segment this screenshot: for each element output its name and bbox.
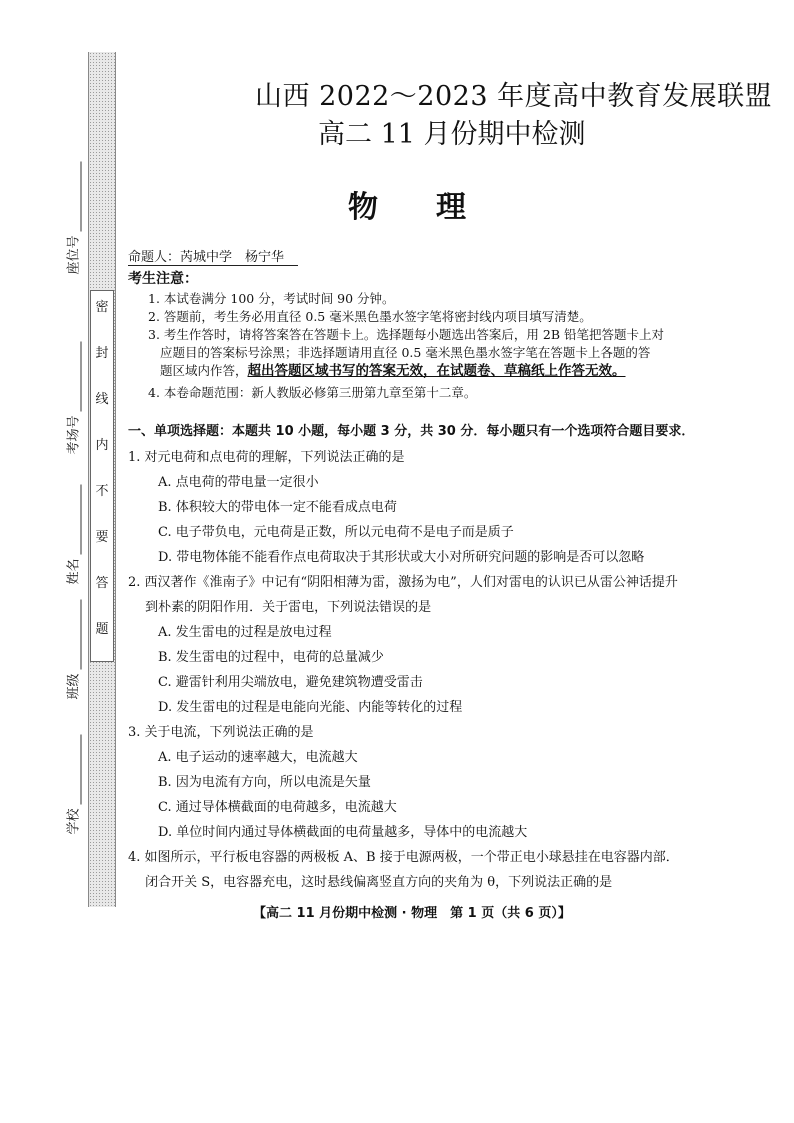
question-option: B. 发生雷电的过程中，电荷的总量减少 xyxy=(158,650,384,665)
exam-title-line2: 高二 11 月份期中检测 xyxy=(318,119,586,150)
question-stem: 闭合开关 S，电容器充电，这时悬线偏离竖直方向的夹角为 θ，下列说法正确的是 xyxy=(128,875,613,890)
seal-char: 不 xyxy=(95,484,109,499)
question-stem: 2. 西汉著作《淮南子》中记有“阴阳相薄为雷，激扬为电”，人们对雷电的认识已从雷公神话提升 xyxy=(128,575,678,590)
exam-title-line1: 山西 2022～2023 年度高中教育发展联盟 xyxy=(255,81,773,112)
notice-item: 2. 答题前，考生务必用直径 0.5 毫米黑色墨水签字笔将密封线内项目填写清楚。 xyxy=(148,309,592,324)
question-stem: 4. 如图所示，平行板电容器的两极板 A、B 接于电源两极，一个带正电小球悬挂在电容器内部． xyxy=(128,850,679,865)
question-option: D. 单位时间内通过导体横截面的电荷量越多，导体中的电流越大 xyxy=(158,825,528,840)
question-option: C. 避雷针利用尖端放电，避免建筑物遭受雷击 xyxy=(158,675,423,690)
notice-item-with-emphasis xyxy=(160,362,626,380)
seal-char: 密 xyxy=(95,300,109,315)
question-option: D. 带电物体能不能看作点电荷取决于其形状或大小对所研究问题的影响是否可以忽略 xyxy=(158,550,645,565)
notice-emphasis: 超出答题区域书写的答案无效，在试题卷、草稿纸上作答无效。 xyxy=(247,363,626,379)
seal-char: 内 xyxy=(95,438,109,453)
author-line: 命题人：芮城中学 杨宁华 xyxy=(128,246,298,266)
field-class[interactable] xyxy=(63,600,82,700)
subject-title: 物理 xyxy=(348,190,524,225)
question-option: C. 电子带负电，元电荷是正数，所以元电荷不是电子而是质子 xyxy=(158,525,514,540)
notice-item: 3. 考生作答时，请将答案答在答题卡上。选择题每小题选出答案后，用 2B 铅笔把答题卡上对 xyxy=(148,327,664,342)
section-heading: 一、单项选择题：本题共 10 小题，每小题 3 分，共 30 分．每小题只有一个选项符合题目要求． xyxy=(128,424,695,439)
seal-char: 封 xyxy=(95,346,109,361)
question-stem: 1. 对元电荷和点电荷的理解，下列说法正确的是 xyxy=(128,450,405,465)
field-label: 姓名 xyxy=(66,558,82,585)
question-stem: 3. 关于电流，下列说法正确的是 xyxy=(128,725,314,740)
seal-char: 答 xyxy=(95,576,109,591)
notice-item: 应题目的答案标号涂黑；非选择题请用直径 0.5 毫米黑色墨水签字笔在答题卡上各题的答 xyxy=(160,345,651,360)
seal-char: 要 xyxy=(95,530,109,545)
page-footer: 【高二 11 月份期中检测 · 物理 第 1 页（共 6 页）】 xyxy=(253,906,571,921)
field-label: 班级 xyxy=(66,673,82,700)
notice-item: 1. 本试卷满分 100 分，考试时间 90 分钟。 xyxy=(148,291,395,306)
seal-char: 题 xyxy=(95,622,109,637)
field-label: 座位号 xyxy=(66,235,82,275)
question-option: D. 发生雷电的过程是电能向光能、内能等转化的过程 xyxy=(158,700,463,715)
field-name[interactable] xyxy=(63,485,82,585)
seal-line-box xyxy=(90,290,114,662)
seal-char: 线 xyxy=(95,392,109,407)
question-stem: 到朴素的阴阳作用．关于雷电，下列说法错误的是 xyxy=(128,600,432,615)
field-exam-room[interactable] xyxy=(63,355,82,455)
question-option: B. 因为电流有方向，所以电流是矢量 xyxy=(158,775,371,790)
notice-item: 题区域内作答， xyxy=(160,363,248,378)
field-school[interactable] xyxy=(63,735,82,835)
question-option: A. 发生雷电的过程是放电过程 xyxy=(158,625,332,640)
question-option: A. 电子运动的速率越大，电流越大 xyxy=(158,750,358,765)
field-seat-number[interactable] xyxy=(63,175,82,275)
question-option: C. 通过导体横截面的电荷越多，电流越大 xyxy=(158,800,397,815)
notice-item: 4. 本卷命题范围：新人教版必修第三册第九章至第十二章。 xyxy=(148,385,477,400)
question-option: A. 点电荷的带电量一定很小 xyxy=(158,475,319,490)
question-option: B. 体积较大的带电体一定不能看成点电荷 xyxy=(158,500,397,515)
field-label: 学校 xyxy=(66,808,82,835)
notice-title: 考生注意： xyxy=(128,271,198,287)
field-label: 考场号 xyxy=(66,415,82,455)
